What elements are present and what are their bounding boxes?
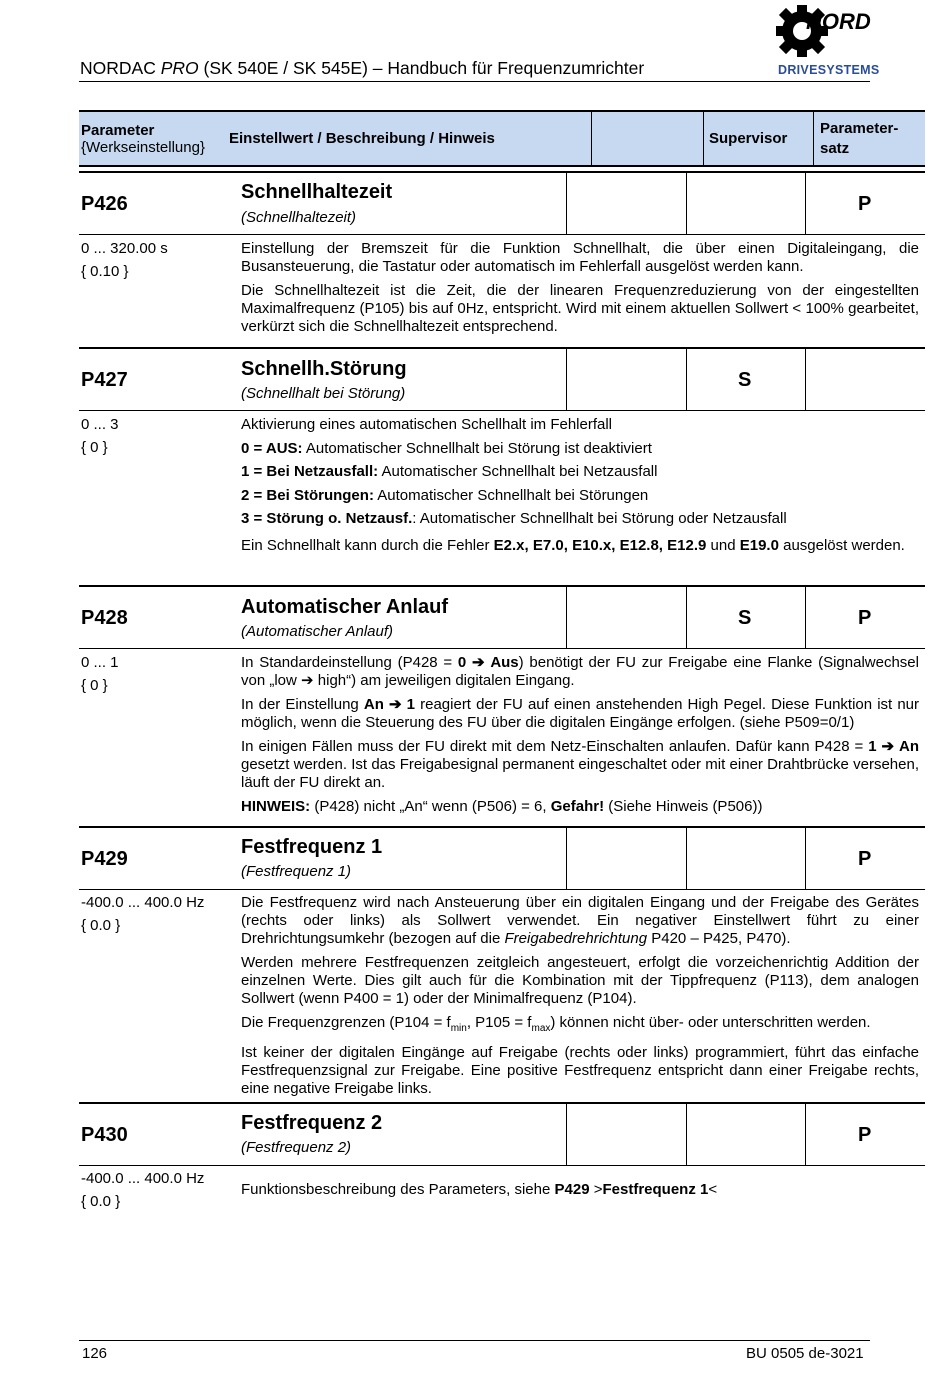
- cell-divider: [566, 587, 567, 648]
- header-supervisor: Supervisor: [709, 130, 788, 147]
- header-parameter: Parameter {Werkseinstellung}: [81, 121, 205, 156]
- param-subtitle: (Schnellhaltezeit): [241, 209, 357, 226]
- cell-divider: [686, 349, 687, 410]
- param-range: 0 ... 1 { 0 }: [81, 654, 119, 694]
- cell-divider: [566, 349, 567, 410]
- supervisor-flag: S: [738, 607, 752, 629]
- header-parameter-set: Parameter- satz: [820, 119, 899, 157]
- page-number: 126: [82, 1345, 108, 1362]
- document-code: BU 0505 de-3021: [746, 1345, 864, 1362]
- param-header-row: [79, 347, 925, 411]
- table-header: [79, 110, 925, 167]
- param-header-row: [79, 1102, 925, 1166]
- cell-divider: [566, 173, 567, 234]
- param-number: P427: [81, 369, 128, 391]
- param-number: P429: [81, 848, 128, 870]
- param-name: Automatischer Anlauf: [241, 596, 449, 618]
- footer-rule: [79, 1340, 870, 1341]
- param-description: Aktivierung eines automatischen Schellhalt im Fehlerfall 0 = AUS: Automatischer Schnellhalt bei Störung ist deaktiviert 1 = Bei Netzausfall: Automatischer Schnellhalt bei Netzausfall 2 = Bei Störungen: Automatischer Schnellhalt bei Störungen 3 = Störung o. Netzausf.: Automatischer Schnellhalt bei Störung oder Netzausfall Ein Schnellhalt kann durch die Fehler E2.x, E7.0, E10.x, E12.8, E12.9 und E19.0 ausgelöst werden.: [241, 416, 905, 554]
- parameter-set-flag: P: [858, 607, 872, 629]
- param-description: Die Festfrequenz wird nach Ansteuerung über ein digitalen Eingang und der Freigabe des Gerätes (rechts oder links) als Sollwert verwendet. Ein negativer Einstellwert führt zu einer Drehrichtungsumkehr (bezogen auf die Freigabedrehrichtung P420 – P425, P470). Werden mehrere Festfrequenzen zeitgleich angesteuert, erfolgt die vorzeichenrichtig Addition der einzelnen Werte. Dies gilt auch für die Kombination mit der Tippfrequenz (P113), dem analogen Sollwert (wenn P400 = 1) oder der Minimalfrequenz (P104). Die Frequenzgrenzen ($P104 = f_{min}$, $P105 = f_{max}$) können nicht über- oder unterschritten werden. Ist keiner der digitalen Eingänge auf Freigabe (rechts oder links) programmiert, führt das einfache Festfrequenzsignal zur Freigabe. Eine positive Festfrequenz entspricht dann einer Freigabe rechts, eine negative Freigabe links.: [241, 894, 919, 1097]
- param-description: Einstellung der Bremszeit für die Funktion Schnellhalt, die über einen Digitaleingang, die Busansteuerung, die Tastatur oder automatisch im Fehlerfall ausgelöst werden kann. Die Schnellhaltezeit ist die Zeit, die der linearen Frequenzreduzierung von der eingestellten Maximalfrequenz (P105) bis auf 0Hz, entspricht. Wird mit einem aktuellen Sollwert < 100% gearbeitet, verkürzt sich die Schnellhaltezeit entsprechend.: [241, 240, 919, 335]
- param-description: Funktionsbeschreibung des Parameters, siehe P429 >Festfrequenz 1<: [241, 1181, 718, 1198]
- header-divider: [591, 112, 592, 165]
- param-header-row: [79, 585, 925, 649]
- document-title: NORDAC PRO (SK 540E / SK 545E) – Handbuch für Frequenzumrichter: [80, 58, 645, 78]
- header-divider: [703, 112, 704, 165]
- param-range: 0 ... 320.00 s { 0.10 }: [81, 240, 168, 280]
- param-subtitle: (Automatischer Anlauf): [241, 623, 394, 640]
- param-subtitle: (Schnellhalt bei Störung): [241, 385, 406, 402]
- param-header-row: [79, 826, 925, 890]
- header-rule: [79, 81, 870, 82]
- parameter-set-flag: P: [858, 848, 872, 870]
- param-range: -400.0 ... 400.0 Hz { 0.0 }: [81, 1170, 205, 1210]
- header-description: Einstellwert / Beschreibung / Hinweis: [229, 130, 495, 147]
- cell-divider: [686, 828, 687, 889]
- param-name: Schnellhaltezeit: [241, 181, 393, 203]
- cell-divider: [805, 349, 806, 410]
- param-name: Festfrequenz 2: [241, 1112, 383, 1134]
- cell-divider: [686, 173, 687, 234]
- param-number: P430: [81, 1124, 128, 1146]
- param-range: 0 ... 3 { 0 }: [81, 416, 119, 456]
- logo-text: DRIVESYSTEMS: [778, 63, 880, 77]
- param-number: P428: [81, 607, 128, 629]
- cell-divider: [686, 587, 687, 648]
- param-name: Schnellh.Störung: [241, 358, 407, 380]
- cell-divider: [805, 1104, 806, 1165]
- param-number: P426: [81, 193, 128, 215]
- cell-divider: [805, 587, 806, 648]
- param-range: -400.0 ... 400.0 Hz { 0.0 }: [81, 894, 205, 934]
- svg-text:NORD: NORD: [806, 9, 871, 34]
- cell-divider: [566, 1104, 567, 1165]
- header-divider: [813, 112, 814, 165]
- supervisor-flag: S: [738, 369, 752, 391]
- param-header-row: [79, 171, 925, 235]
- param-subtitle: (Festfrequenz 1): [241, 863, 352, 880]
- cell-divider: [805, 173, 806, 234]
- param-description: In Standardeinstellung (P428 = 0 ➔ Aus) benötigt der FU zur Freigabe eine Flanke (Signalwechsel von „low ➔ high“) am jeweiligen digitalen Eingang. In der Einstellung An ➔ 1 reagiert der FU auf einen anstehenden High Pegel. Diese Funktion ist nur möglich, wenn die Steuerung des FU über die digitalen Eingänge erfolgen. (siehe P509=0/1) In einigen Fällen muss der FU direkt mit dem Netz-Einschalten anlaufen. Dafür kann P428 = 1 ➔ An gesetzt werden. Ist das Freigabesignal permanent eingeschaltet oder mit einer Drahtbrücke versehen, läuft der FU direkt an. HINWEIS: (P428) nicht „An“ wenn (P506) = 6, Gefahr! (Siehe Hinweis (P506)): [241, 654, 919, 815]
- parameter-set-flag: P: [858, 1124, 872, 1146]
- param-name: Festfrequenz 1: [241, 836, 383, 858]
- parameter-set-flag: P: [858, 193, 872, 215]
- cell-divider: [686, 1104, 687, 1165]
- param-subtitle: (Festfrequenz 2): [241, 1139, 352, 1156]
- cell-divider: [566, 828, 567, 889]
- cell-divider: [805, 828, 806, 889]
